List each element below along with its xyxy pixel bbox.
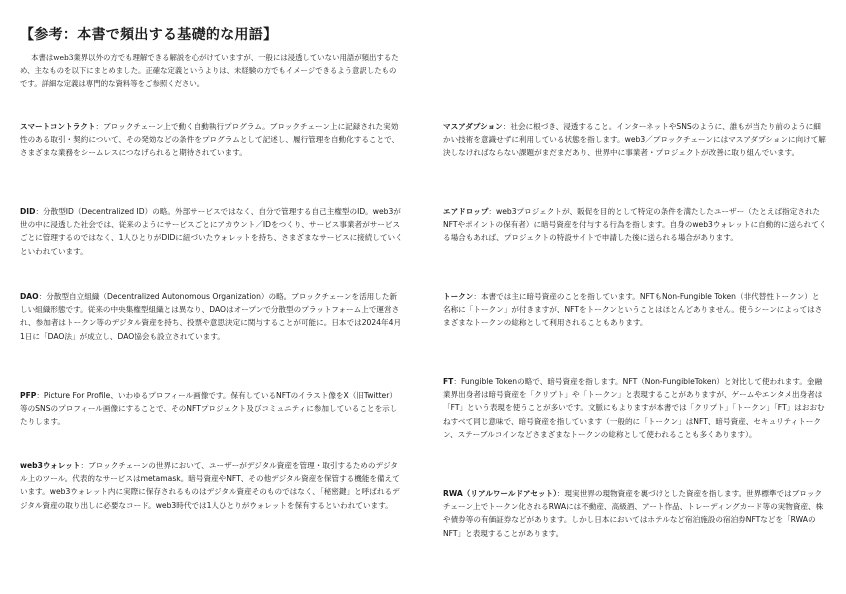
term-description: ：分散型自立組織（Decentralized Autonomous Organization）の略。ブロックチェーンを活用した新しい組織形態です。従来の中央集権型組織とは異なり、DAOはオープンで分散型のプラットフォーム上で運営され、参加者はトークン等のデジタル資産を持ち、投票や意思決定に関与することが可能に。日本では2024年4月1日に「DAO法」が成立し、DAO協会も設立されています。 — [20, 292, 402, 341]
page-title: 【参考：本書で頻出する基礎的な用語】 — [20, 27, 278, 43]
term-description: ：web3プロジェクトが、販促を目的として特定の条件を満たしたユーザー（たとえば指定されたNFTやポイントの保有者）に暗号資産を付与する行為を指します。自身のweb3ウォレットに自動的に送られてくる場合もあれば、プロジェクトの特設サイトで申請した後に送られる場合があります。 — [443, 207, 827, 243]
term-smart-contract — [20, 120, 404, 160]
term-title: DAO — [20, 292, 39, 301]
term-description: ：分散型ID（Decentralized ID）の略。外部サービスではなく、自分で管理する自己主権型のID。web3が世の中に浸透した社会では、従来のようにサービスごとにアカウント／IDをつくり、サービス事業者がサービスごとに管理するのではなく、1人ひとりがDIDに紐づいたウォレットを持ち、さまざまなサービスに接続していくといわれています。 — [20, 207, 403, 256]
term-title: スマートコントラクト — [20, 122, 96, 131]
term-title: DID — [20, 207, 36, 216]
term-web3-wallet — [20, 459, 404, 512]
term-title: トークン — [443, 292, 474, 301]
term-airdrop — [443, 205, 827, 245]
term-title: マスアダプション — [443, 122, 503, 131]
term-rwa — [443, 487, 827, 540]
term-title: エアドロップ — [443, 207, 489, 216]
intro-paragraph: 本書はweb3業界以外の方でも理解できる解説を心がけていますが、一般には浸透していない用語が頻出するため、主なものを以下にまとめました。正確な定義というよりは、未経験の方でもイメージできるよう意訳したものです。詳細な定義は専門的な資料等をご参照ください。 — [20, 53, 399, 88]
term-title: web3ウォレット — [20, 461, 81, 470]
term-ft — [443, 375, 827, 441]
term-description: ：ブロックチェーンの世界において、ユーザーがデジタル資産を管理・取引するためのデジタル上のツール。代表的なサービスはmetamask。暗号資産やNFT、その他デジタル資産を保管する機能を備えています。web3ウォレット内に実際に保存されるものはデジタル資産そのものではなく、「秘密鍵」と呼ばれるデジタル資産の取り出しに必要なコード。web3時代では1人ひとりがウォレットを保有するといわれています。 — [20, 461, 400, 510]
term-did — [20, 205, 404, 258]
term-title: RWA（リアルワールドアセット） — [443, 489, 557, 498]
term-title: PFP — [20, 391, 37, 400]
term-mass-adoption — [443, 120, 827, 160]
term-dao — [20, 290, 404, 343]
term-title: FT — [443, 377, 454, 386]
term-description: ：本書では主に暗号資産のことを指しています。NFTもNon-Fungible Token（非代替性トークン）と名称に「トークン」が付きますが、NFTをトークンということはほとんどありません。使うシーンによってはさまざまなトークンの総称として利用されることもあります。 — [443, 292, 823, 328]
term-description: ：社会に根づき、浸透すること。インターネットやSNSのように、誰もが当たり前のように細かい技術を意識せずに利用している状態を指します。web3／ブロックチェーンにはマスアダプションに向けて解決しなければならない課題がまだまだあり、世界中に事業者・プロジェクトが改善に取り組んでいます。 — [443, 122, 826, 158]
term-pfp — [20, 389, 404, 429]
term-description: ：ブロックチェーン上で動く自動執行プログラム。ブロックチェーン上に記録された実効性のある取引・契約について、その発効などの条件をプログラムとして記述し、履行管理を自動化することで、さまざまな業務をシームレスにつなげられると期待されています。 — [20, 122, 400, 158]
term-token — [443, 290, 827, 330]
term-description: ：Fungible Tokenの略で、暗号資産を指します。NFT（Non-FungibleToken）と対比して使われます。金融業界出身者は暗号資産を「クリプト」や「トークン」と表現することがありますが、ゲームやエンタメ出身者は「FT」という表現を使うことが多いです。文脈にもよりますが本書では「クリプト」「トークン」「FT」はおおむねすべて同じ意味で、暗号資産を指しています（一般的に「トークン」はNFT、暗号資産、セキュリティトークン、ステーブルコインなどさまざまなトークンの総称として使われることも多くあります）。 — [443, 377, 825, 439]
term-description: ：現実世界の現物資産を裏づけとした資産を指します。世界標準ではブロックチェーン上でトークン化されるRWAには不動産、高級酒、アート作品、トレーディングカード等の実物資産、株や債券等の有価証券などがあります。しかし日本においてはホテルなど宿泊施設の宿泊券NFTなどを「RWAのNFT」と表現することがあります。 — [443, 489, 824, 538]
term-description: ：Picture For Profile、いわゆるプロフィール画像です。保有しているNFTのイラスト像をX（旧Twitter）等のSNSのプロフィール画像にすることで、そのNFTプロジェクト及びコミュニティに参加していることを示したりします。 — [20, 391, 398, 427]
